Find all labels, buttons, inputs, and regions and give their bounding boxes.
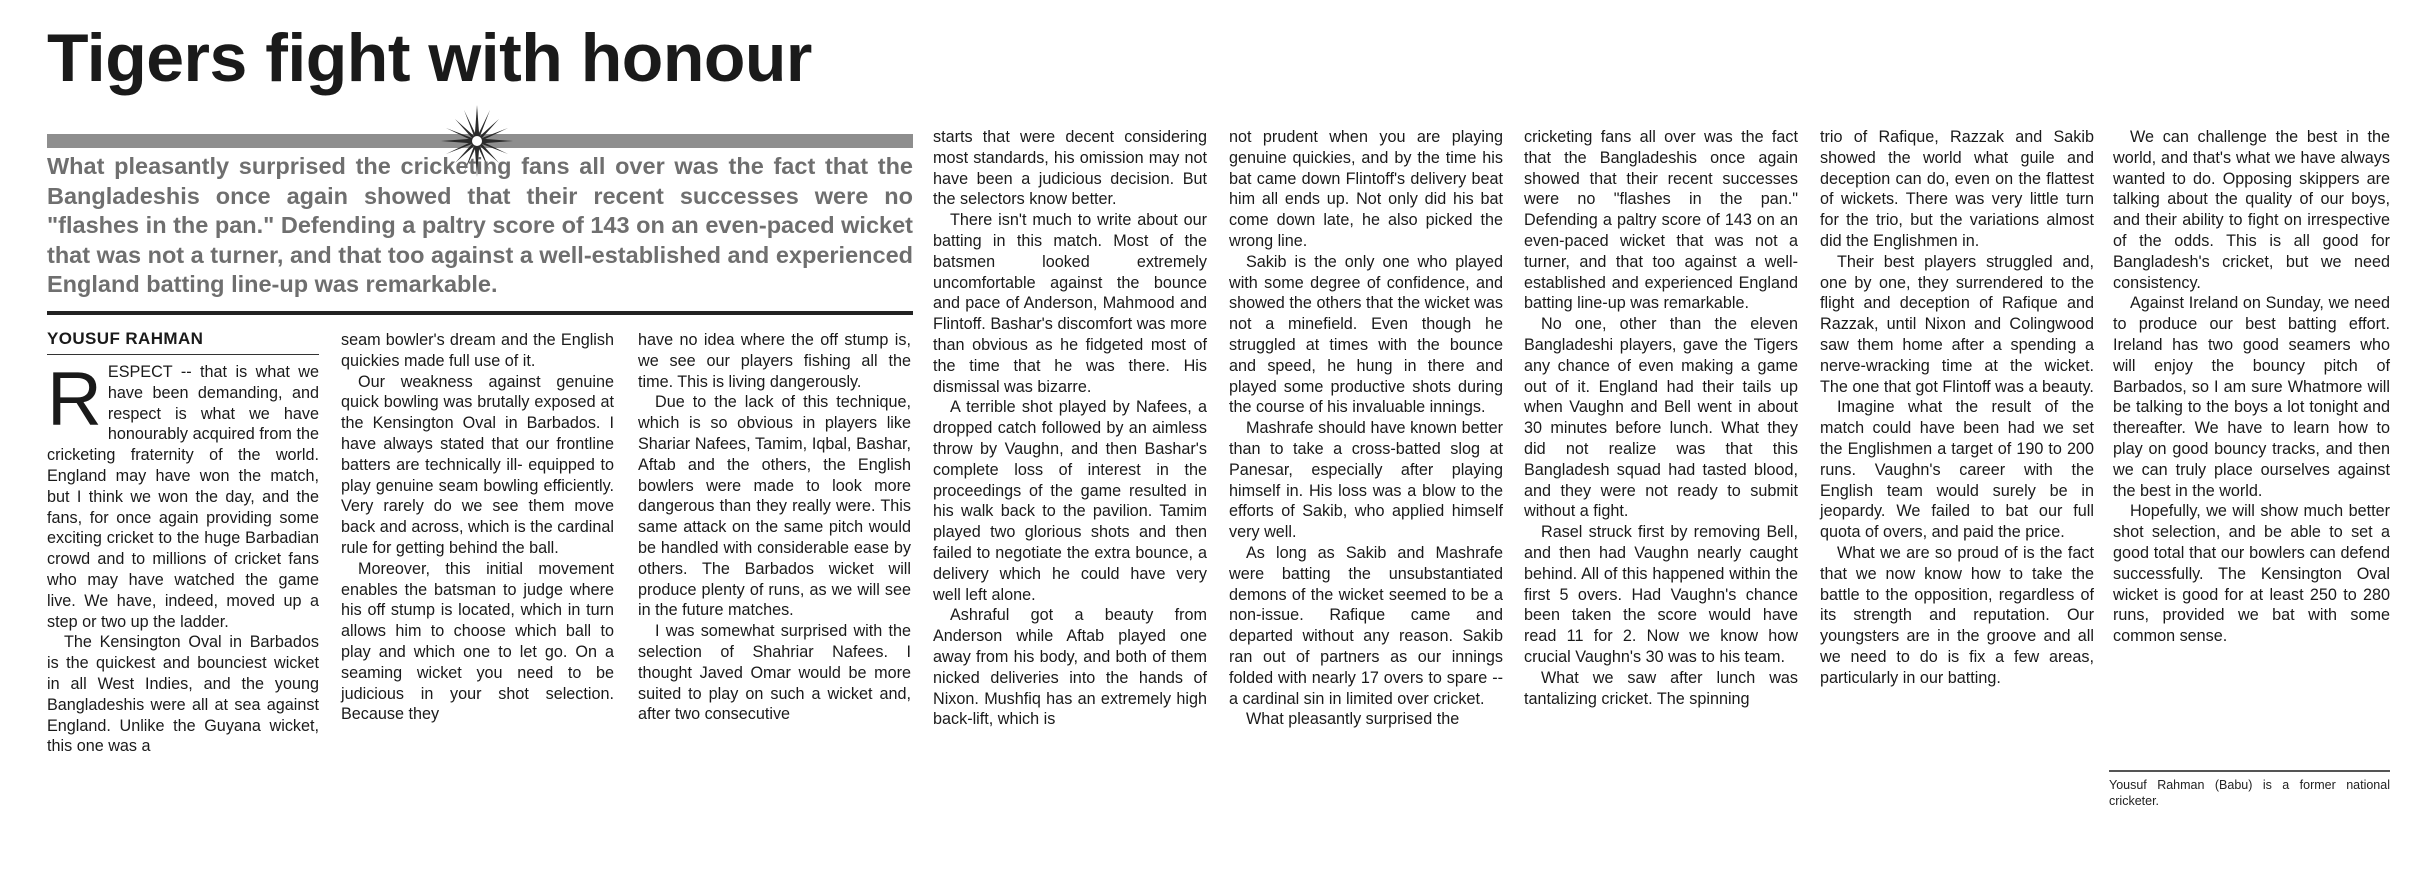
paragraph-text: ESPECT -- that is what we have been demanding, and respect is what we have honourably acquired from the cricketing fraternity of the world. England may have won the match, but I think we won the day, and the fans, for once again providing some exciting cricket to the huge Barbadian crowd and to millions of cricket fans who may have watched the game live. We have, indeed, moved up a step or two up the ladder. <box>47 363 319 631</box>
paragraph <box>47 357 319 632</box>
column-6 <box>1524 127 1798 709</box>
paragraph: Rasel struck first by removing Bell, and then had Vaughn nearly caught behind. All of this happened within the first 5 overs. Had Vaughn's chance been taken the score would have read 11 for 2. Now we know how crucial Vaughn's 30 was to his team. <box>1524 523 1798 666</box>
column-4 <box>933 127 1207 730</box>
paragraph: What we are so proud of is the fact that we now know how to take the battle to the opposition, regardless of its strength and reputation. Our youngsters are in the groove and all we need to do is fix a few areas, particularly in our batting. <box>1820 543 2094 687</box>
author-note-rule <box>2109 770 2390 772</box>
paragraph: As long as Sakib and Mashrafe were batting the unsubstantiated demons of the wicket seemed to be a non-issue. Rafique came and departed without any reason. Sakib ran out of partners as our innings folded with nearly 17 overs to spare -- a cardinal sin in limited over cricket. <box>1229 543 1503 708</box>
paragraph: Mashrafe should have known better than to take a cross-batted slog at Panesar, especially after playing himself in. His loss was a blow to the efforts of Sakib, who applied himself very well. <box>1229 419 1503 542</box>
paragraph: Hopefully, we will show much better shot selection, and be able to set a good total that our bowlers can defend successfully. The Kensington Oval wicket is good for at least 250 to 280 runs, provided we bat with some common sense. <box>2113 502 2390 646</box>
paragraph: Sakib is the only one who played with some degree of confidence, and showed the others that the wicket was not a minefield. Even though he struggled at times with the bounce and speed, he hung in there and played some productive shots during the course of his invaluable innings. <box>1229 252 1503 417</box>
byline: YOUSUF RAHMAN <box>47 329 319 355</box>
column-5 <box>1229 127 1503 730</box>
column-2 <box>341 330 614 725</box>
paragraph: What we saw after lunch was tantalizing cricket. The spinning <box>1524 668 1798 708</box>
paragraph: Imagine what the result of the match could have been had we set the Englishmen a target of 190 to 200 runs. Vaughn's career with the English team would surely be in jeopardy. We failed to bat our full quota of overs, and paid the price. <box>1820 398 2094 542</box>
paragraph: have no idea where the off stump is, we see our players fishing all the time. This is living dangerously. <box>638 331 911 391</box>
paragraph: I was somewhat surprised with the selection of Shahriar Nafees. I thought Javed Omar would be more suited to play on such a wicket and, after two consecutive <box>638 622 911 724</box>
paragraph: starts that were decent considering most standards, his omission may not have been a judicious decision. But the selectors know better. <box>933 128 1207 209</box>
paragraph: We can challenge the best in the world, and that's what we have always wanted to do. Opposing skippers are talking about the quality of our boys, and their ability to fight on irrespective of the odds. This is all good for Bangladesh's cricket, but we need consistency. <box>2113 128 2390 292</box>
author-note: Yousuf Rahman (Babu) is a former national cricketer. <box>2109 778 2390 808</box>
paragraph: What pleasantly surprised the <box>1246 710 1460 729</box>
paragraph: Due to the lack of this technique, which is so obvious in players like Shariar Nafees, Tamim, Iqbal, Bashar, Aftab and the others, the English bowlers were made to look more dangerous than they really were. This same attack on the same pitch would be handled with considerable ease by others. The Barbados wicket will produce plenty of runs, as we will see in the future matches. <box>638 393 911 620</box>
column-1 <box>47 357 319 757</box>
headline: Tigers fight with honour <box>47 20 812 96</box>
paragraph: No one, other than the eleven Bangladeshi players, gave the Tigers any chance of even making a game out of it. England had their tails up when Vaughn and Bell went in about 30 minutes before lunch. What they did not realize was that this Bangladesh squad had tasted blood, and they were not ready to submit without a fight. <box>1524 315 1798 521</box>
column-8 <box>2113 127 2390 647</box>
paragraph: Their best players struggled and, one by one, they surrendered to the flight and deception of Rafique and Razzak, until Nixon and Colingwood saw them home after a spending a nerve-wracking time at the wicket. The one that got Flintoff was a beauty. <box>1820 252 2094 396</box>
standfirst: What pleasantly surprised the cricketing fans all over was the fact that the Bangladeshis once again showed that their recent successes were no "flashes in the pan." Defending a paltry score of 143 on an even-paced wicket that was not a turner, and that too against a well-established and experienced England batting line-up was remarkable. <box>47 153 913 297</box>
drop-cap: R <box>47 357 102 442</box>
paragraph: A terrible shot played by Nafees, a dropped catch followed by an aimless throw by Vaughn, and then Bashar's complete loss of interest in the proceedings of the game resulted in his walk back to the pavilion. Tamim played two glorious shots and then failed to negotiate the extra bounce, a delivery which he could have very well left alone. <box>933 398 1207 604</box>
standfirst-rule <box>47 311 913 315</box>
paragraph: The Kensington Oval in Barbados is the quickest and bounciest wicket in all West Indies, and the young Bangladeshis were all at sea against England. Unlike the Guyana wicket, this one was a <box>47 633 319 756</box>
paragraph: There isn't much to write about our batting in this match. Most of the batsmen looked extremely uncomfortable against the bounce and pace of Anderson, Mahmood and Flintoff. Bashar's discomfort was more than obvious as he fidgeted most of the time that he was there. His dismissal was bizarre. <box>933 211 1207 396</box>
paragraph: seam bowler's dream and the English quickies made full use of it. <box>341 331 614 370</box>
paragraph: cricketing fans all over was the fact that the Bangladeshis once again showed that their recent successes were no "flashes in the pan." Defending a paltry score of 143 on an even-paced wicket that was not a turner, and that too against a well-established and experienced England batting line-up was remarkable. <box>1524 128 1798 313</box>
paragraph: not prudent when you are playing genuine quickies, and by the time his bat came down Flintoff's delivery beat him all ends up. Not only did his bat come down late, he also picked the wrong line. <box>1229 128 1503 250</box>
column-7 <box>1820 127 2094 689</box>
column-3 <box>638 330 911 725</box>
paragraph: trio of Rafique, Razzak and Sakib showed the world what guile and deception can do, even on the flattest of wickets. There was very little turn for the trio, but the variations almost did the Englishmen in. <box>1820 128 2094 250</box>
paragraph: Ashraful got a beauty from Anderson while Aftab played one away from his body, and both of them nicked deliveries into the hands of Nixon. Mushfiq has an extremely high back-lift, which is <box>933 606 1207 729</box>
paragraph: Our weakness against genuine quick bowling was brutally exposed at the Kensington Oval in Barbados. I have always stated that our frontline batters are technically ill- equipped to play genuine seam bowling efficiently. Very rarely do we see them move back and across, which is the cardinal rule for getting behind the ball. <box>341 372 614 557</box>
paragraph: Against Ireland on Sunday, we need to produce our best batting effort. Ireland has two good seamers who will enjoy the bouncy pitch of Barbados, so I am sure Whatmore will be talking to the boys a lot tonight and thereafter. We have to learn how to play on good bouncy tracks, and then we can truly place ourselves against the best in the world. <box>2113 294 2390 500</box>
paragraph: Moreover, this initial movement enables the batsman to judge where his off stump is located, which in turn allows him to choose which ball to play and which one to let go. On a seaming wicket you need to be judicious in your shot selection. Because they <box>341 559 614 724</box>
